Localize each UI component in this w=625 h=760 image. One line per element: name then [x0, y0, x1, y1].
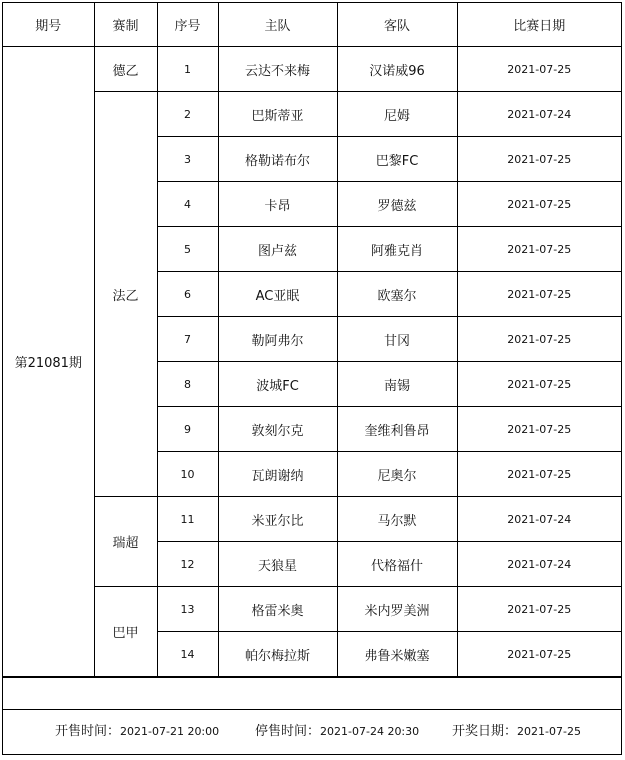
seq-cell: 12 — [157, 542, 218, 587]
match-date-cell: 2021-07-25 — [457, 47, 621, 92]
home-team-cell: 勒阿弗尔 — [218, 317, 337, 362]
match-date-cell: 2021-07-25 — [457, 632, 621, 677]
home-team-cell: 天狼星 — [218, 542, 337, 587]
away-team-cell: 奎维利鲁昂 — [337, 407, 457, 452]
seq-cell: 13 — [157, 587, 218, 632]
header-league: 赛制 — [94, 3, 157, 47]
home-team-cell: 巴斯蒂亚 — [218, 92, 337, 137]
league-cell: 德乙 — [94, 47, 157, 92]
away-team-cell: 米内罗美洲 — [337, 587, 457, 632]
header-home: 主队 — [218, 3, 337, 47]
seq-cell: 11 — [157, 497, 218, 542]
home-team-cell: 图卢兹 — [218, 227, 337, 272]
seq-cell: 8 — [157, 362, 218, 407]
league-cell: 瑞超 — [94, 497, 157, 587]
away-team-cell: 汉诺威96 — [337, 47, 457, 92]
match-table — [3, 3, 621, 677]
seq-cell: 4 — [157, 182, 218, 227]
match-date-cell: 2021-07-24 — [457, 92, 621, 137]
sale-stop-label: 停售时间： — [255, 724, 321, 739]
match-date-cell: 2021-07-25 — [457, 317, 621, 362]
draw-date-label: 开奖日期： — [452, 724, 518, 739]
seq-cell: 9 — [157, 407, 218, 452]
league-cell: 法乙 — [94, 92, 157, 497]
home-team-cell: 云达不来梅 — [218, 47, 337, 92]
seq-cell: 2 — [157, 92, 218, 137]
issue-cell: 第21081期 — [3, 47, 94, 677]
match-date-cell: 2021-07-25 — [457, 137, 621, 182]
away-team-cell: 欧塞尔 — [337, 272, 457, 317]
home-team-cell: 卡昂 — [218, 182, 337, 227]
away-team-cell: 南锡 — [337, 362, 457, 407]
sale-stop — [255, 720, 419, 739]
sale-stop-value: 2021-07-24 20:30 — [320, 725, 420, 738]
match-row — [3, 497, 621, 542]
header-away: 客队 — [337, 3, 457, 47]
match-date-cell: 2021-07-25 — [457, 227, 621, 272]
match-row — [3, 587, 621, 632]
home-team-cell: AC亚眠 — [218, 272, 337, 317]
match-date-cell: 2021-07-25 — [457, 407, 621, 452]
match-date-cell: 2021-07-24 — [457, 542, 621, 587]
header-row — [3, 3, 621, 47]
header-date: 比赛日期 — [457, 3, 621, 47]
match-date-cell: 2021-07-25 — [457, 452, 621, 497]
sale-start-label: 开售时间： — [55, 724, 121, 739]
home-team-cell: 米亚尔比 — [218, 497, 337, 542]
home-team-cell: 波城FC — [218, 362, 337, 407]
home-team-cell: 格勒诺布尔 — [218, 137, 337, 182]
league-cell: 巴甲 — [94, 587, 157, 677]
away-team-cell: 巴黎FC — [337, 137, 457, 182]
lottery-match-sheet — [2, 2, 622, 755]
match-row — [3, 92, 621, 137]
sale-info-footer — [3, 710, 621, 754]
away-team-cell: 马尔默 — [337, 497, 457, 542]
match-row — [3, 47, 621, 92]
seq-cell: 14 — [157, 632, 218, 677]
header-issue: 期号 — [3, 3, 94, 47]
away-team-cell: 代格福什 — [337, 542, 457, 587]
match-date-cell: 2021-07-25 — [457, 362, 621, 407]
away-team-cell: 尼奥尔 — [337, 452, 457, 497]
match-date-cell: 2021-07-25 — [457, 272, 621, 317]
home-team-cell: 敦刻尔克 — [218, 407, 337, 452]
home-team-cell: 帕尔梅拉斯 — [218, 632, 337, 677]
away-team-cell: 弗鲁米嫩塞 — [337, 632, 457, 677]
seq-cell: 6 — [157, 272, 218, 317]
away-team-cell: 阿雅克肖 — [337, 227, 457, 272]
seq-cell: 10 — [157, 452, 218, 497]
draw-date-value: 2021-07-25 — [517, 725, 581, 738]
away-team-cell: 尼姆 — [337, 92, 457, 137]
seq-cell: 1 — [157, 47, 218, 92]
seq-cell: 5 — [157, 227, 218, 272]
away-team-cell: 甘冈 — [337, 317, 457, 362]
sale-start — [55, 720, 219, 739]
home-team-cell: 格雷米奥 — [218, 587, 337, 632]
seq-cell: 3 — [157, 137, 218, 182]
header-seq: 序号 — [157, 3, 218, 47]
away-team-cell: 罗德兹 — [337, 182, 457, 227]
sale-start-value: 2021-07-21 20:00 — [120, 725, 220, 738]
blank-row — [3, 677, 621, 710]
seq-cell: 7 — [157, 317, 218, 362]
match-date-cell: 2021-07-25 — [457, 182, 621, 227]
match-date-cell: 2021-07-25 — [457, 587, 621, 632]
draw-date — [452, 720, 581, 739]
match-date-cell: 2021-07-24 — [457, 497, 621, 542]
home-team-cell: 瓦朗谢纳 — [218, 452, 337, 497]
